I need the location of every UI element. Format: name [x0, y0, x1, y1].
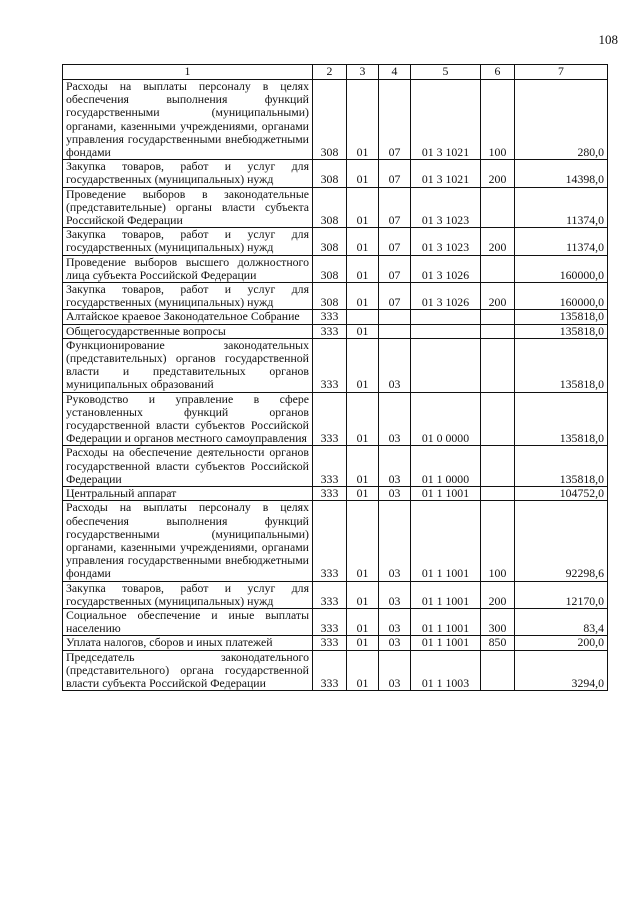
row-section-code: 01 [347, 501, 379, 581]
row-subsection-code [379, 310, 411, 324]
row-name: Расходы на обеспечение деятельности органов государственной власти субъектов Российской Федерации [63, 446, 313, 487]
row-ministry-code: 333 [313, 636, 347, 650]
row-target-article: 01 3 1026 [411, 255, 481, 282]
row-subsection-code: 03 [379, 581, 411, 608]
table-row [63, 324, 608, 338]
row-subsection-code: 07 [379, 160, 411, 187]
row-ministry-code: 333 [313, 650, 347, 691]
row-name: Проведение выборов высшего должностного лица субъекта Российской Федерации [63, 255, 313, 282]
table-row [63, 283, 608, 310]
row-ministry-code: 333 [313, 487, 347, 501]
column-header-6: 6 [481, 65, 515, 80]
row-target-article: 01 3 1021 [411, 160, 481, 187]
table-row [63, 228, 608, 255]
row-target-article: 01 3 1021 [411, 80, 481, 160]
row-expense-type [481, 487, 515, 501]
row-expense-type [481, 324, 515, 338]
table-row [63, 650, 608, 691]
row-section-code: 01 [347, 187, 379, 228]
row-amount: 135818,0 [515, 310, 608, 324]
row-name: Общегосударственные вопросы [63, 324, 313, 338]
row-amount: 14398,0 [515, 160, 608, 187]
row-amount: 92298,6 [515, 501, 608, 581]
row-expense-type: 200 [481, 581, 515, 608]
row-section-code: 01 [347, 255, 379, 282]
row-expense-type [481, 255, 515, 282]
row-expense-type [481, 650, 515, 691]
row-section-code: 01 [347, 80, 379, 160]
table-row [63, 310, 608, 324]
table-header-row [63, 65, 608, 80]
row-amount: 11374,0 [515, 187, 608, 228]
row-ministry-code: 333 [313, 501, 347, 581]
row-amount: 135818,0 [515, 324, 608, 338]
row-target-article [411, 310, 481, 324]
row-amount: 3294,0 [515, 650, 608, 691]
row-section-code: 01 [347, 636, 379, 650]
row-target-article: 01 1 1001 [411, 636, 481, 650]
row-expense-type: 100 [481, 80, 515, 160]
row-section-code: 01 [347, 487, 379, 501]
table-row [63, 581, 608, 608]
row-section-code [347, 310, 379, 324]
row-section-code: 01 [347, 338, 379, 392]
column-header-7: 7 [515, 65, 608, 80]
row-subsection-code: 07 [379, 255, 411, 282]
table-row [63, 636, 608, 650]
row-subsection-code: 07 [379, 80, 411, 160]
row-ministry-code: 308 [313, 255, 347, 282]
row-target-article: 01 1 1001 [411, 608, 481, 635]
row-target-article: 01 0 0000 [411, 392, 481, 446]
row-ministry-code: 308 [313, 187, 347, 228]
row-amount: 200,0 [515, 636, 608, 650]
row-amount: 104752,0 [515, 487, 608, 501]
row-target-article [411, 338, 481, 392]
row-subsection-code: 03 [379, 650, 411, 691]
row-expense-type: 200 [481, 283, 515, 310]
row-ministry-code: 308 [313, 228, 347, 255]
row-section-code: 01 [347, 283, 379, 310]
row-target-article: 01 1 1003 [411, 650, 481, 691]
row-name: Закупка товаров, работ и услуг для государственных (муниципальных) нужд [63, 228, 313, 255]
row-expense-type: 300 [481, 608, 515, 635]
row-target-article: 01 3 1023 [411, 187, 481, 228]
row-name: Расходы на выплаты персоналу в целях обеспечения выполнения функций государственными (муниципальными) органами, казенными учреждениями, органами управления государственными внебюджетными фондами [63, 501, 313, 581]
row-ministry-code: 308 [313, 283, 347, 310]
row-amount: 135818,0 [515, 392, 608, 446]
row-target-article [411, 324, 481, 338]
row-ministry-code: 333 [313, 608, 347, 635]
row-section-code: 01 [347, 160, 379, 187]
row-target-article: 01 1 0000 [411, 446, 481, 487]
row-ministry-code: 308 [313, 80, 347, 160]
row-subsection-code: 03 [379, 487, 411, 501]
row-section-code: 01 [347, 581, 379, 608]
row-expense-type [481, 446, 515, 487]
row-section-code: 01 [347, 608, 379, 635]
row-subsection-code: 03 [379, 608, 411, 635]
table-row [63, 446, 608, 487]
row-amount: 160000,0 [515, 283, 608, 310]
row-expense-type: 850 [481, 636, 515, 650]
row-section-code: 01 [347, 228, 379, 255]
row-ministry-code: 333 [313, 392, 347, 446]
column-header-5: 5 [411, 65, 481, 80]
row-amount: 280,0 [515, 80, 608, 160]
row-expense-type [481, 392, 515, 446]
row-target-article: 01 1 1001 [411, 501, 481, 581]
table-row [63, 160, 608, 187]
row-subsection-code [379, 324, 411, 338]
row-amount: 11374,0 [515, 228, 608, 255]
row-subsection-code: 03 [379, 446, 411, 487]
column-header-3: 3 [347, 65, 379, 80]
row-expense-type: 200 [481, 228, 515, 255]
row-expense-type: 100 [481, 501, 515, 581]
row-subsection-code: 07 [379, 228, 411, 255]
row-ministry-code: 333 [313, 446, 347, 487]
row-amount: 160000,0 [515, 255, 608, 282]
row-section-code: 01 [347, 446, 379, 487]
row-amount: 83,4 [515, 608, 608, 635]
row-subsection-code: 03 [379, 392, 411, 446]
row-name: Функционирование законодательных (представительных) органов государственной власти и представительных органов муниципальных образований [63, 338, 313, 392]
row-name: Закупка товаров, работ и услуг для государственных (муниципальных) нужд [63, 581, 313, 608]
row-expense-type [481, 338, 515, 392]
row-section-code: 01 [347, 392, 379, 446]
row-subsection-code: 07 [379, 283, 411, 310]
row-expense-type: 200 [481, 160, 515, 187]
row-ministry-code: 333 [313, 338, 347, 392]
row-target-article: 01 3 1026 [411, 283, 481, 310]
table-row [63, 187, 608, 228]
row-name: Председатель законодательного (представительного) органа государственной власти субъекта Российской Федерации [63, 650, 313, 691]
row-amount: 135818,0 [515, 338, 608, 392]
row-ministry-code: 333 [313, 581, 347, 608]
table-row [63, 608, 608, 635]
row-expense-type [481, 310, 515, 324]
table-row [63, 338, 608, 392]
row-section-code: 01 [347, 650, 379, 691]
row-name: Алтайское краевое Законодательное Собрание [63, 310, 313, 324]
row-ministry-code: 333 [313, 310, 347, 324]
table-row [63, 501, 608, 581]
row-subsection-code: 03 [379, 338, 411, 392]
row-target-article: 01 1 1001 [411, 487, 481, 501]
page-number: 108 [598, 32, 618, 47]
row-name: Расходы на выплаты персоналу в целях обеспечения выполнения функций государственными (муниципальными) органами, казенными учреждениями, органами управления государственными внебюджетными фондами [63, 80, 313, 160]
row-subsection-code: 03 [379, 636, 411, 650]
row-name: Центральный аппарат [63, 487, 313, 501]
row-name: Уплата налогов, сборов и иных платежей [63, 636, 313, 650]
row-name: Руководство и управление в сфере установленных функций органов государственной власти субъектов Российской Федерации и органов местного самоуправления [63, 392, 313, 446]
row-name: Закупка товаров, работ и услуг для государственных (муниципальных) нужд [63, 160, 313, 187]
row-name: Проведение выборов в законодательные (представительные) органы власти субъекта Российской Федерации [63, 187, 313, 228]
row-subsection-code: 07 [379, 187, 411, 228]
row-target-article: 01 3 1023 [411, 228, 481, 255]
table-row [63, 487, 608, 501]
table-row [63, 392, 608, 446]
table-row [63, 80, 608, 160]
row-name: Социальное обеспечение и иные выплаты населению [63, 608, 313, 635]
table-row [63, 255, 608, 282]
column-header-1: 1 [63, 65, 313, 80]
budget-table [62, 64, 608, 691]
row-ministry-code: 333 [313, 324, 347, 338]
column-header-4: 4 [379, 65, 411, 80]
row-amount: 135818,0 [515, 446, 608, 487]
column-header-2: 2 [313, 65, 347, 80]
row-target-article: 01 1 1001 [411, 581, 481, 608]
row-ministry-code: 308 [313, 160, 347, 187]
row-expense-type [481, 187, 515, 228]
row-section-code: 01 [347, 324, 379, 338]
row-name: Закупка товаров, работ и услуг для государственных (муниципальных) нужд [63, 283, 313, 310]
row-amount: 12170,0 [515, 581, 608, 608]
row-subsection-code: 03 [379, 501, 411, 581]
